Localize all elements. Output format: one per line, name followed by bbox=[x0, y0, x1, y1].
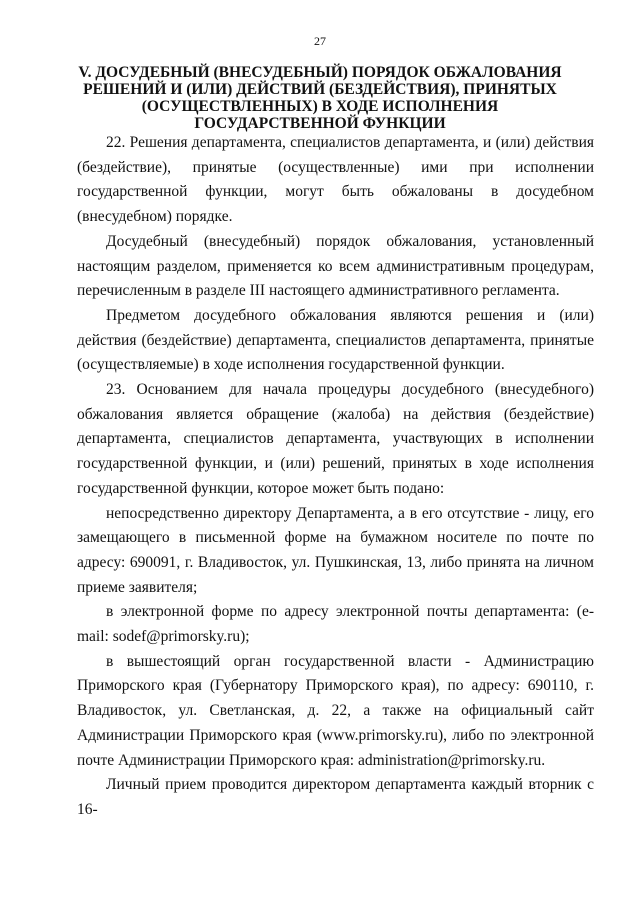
paragraph-22: 22. Решения департамента, специалистов департамента, и (или) действия (бездействие), принятые (осуществленные) ими при исполнении государственной функции, могут быть обжалованы в досудебном (внесудебном) порядке. bbox=[77, 134, 594, 226]
section-heading: V. ДОСУДЕБНЫЙ (ВНЕСУДЕБНЫЙ) ПОРЯДОК ОБЖАЛОВАНИЯ РЕШЕНИЙ И (ИЛИ) ДЕЙСТВИЙ (БЕЗДЕЙСТВИЯ), ПРИНЯТЫХ (ОСУЩЕСТВЛЕННЫХ) В ХОДЕ ИСПОЛНЕНИЯ ГОСУДАРСТВЕННОЙ ФУНКЦИИ bbox=[78, 64, 562, 132]
paragraph-23: 23. Основанием для начала процедуры досудебного (внесудебного) обжалования является обращение (жалоба) на действия (бездействие) департамента, специалистов департамента, участвующих в исполнении государственной функции, и (или) решений, принятых в ходе исполнения государственной функции, которое может быть подано: bbox=[77, 381, 594, 497]
section-body bbox=[77, 131, 594, 823]
paragraph-submit-to-director: непосредственно директору Департамента, а в его отсутствие - лицу, его замещающего в письменной форме на бумажном носителе по почте по адресу: 690091, г. Владивосток, ул. Пушкинская, 13, либо принята на личном приеме заявителя; bbox=[77, 504, 594, 596]
paragraph-submit-by-email: в электронной форме по адресу электронной почты департамента: (e-mail: sodef@primorsky.ru); bbox=[77, 603, 594, 646]
paragraph-appeal-subject: Предметом досудебного обжалования являются решения и (или) действия (бездействие) департамента, специалистов департамента, принятые (осуществляемые) в ходе исполнения государственной функции. bbox=[77, 306, 594, 374]
paragraph-personal-reception: Личный прием проводится директором департамента каждый вторник с 16- bbox=[77, 776, 594, 818]
page-number: 27 bbox=[314, 34, 326, 48]
paragraph-submit-to-higher-authority: в вышестоящий орган государственной власти - Администрацию Приморского края (Губернатору Приморского края), по адресу: 690110, г. Владивосток, ул. Светланская, д. 22, а также на официальный сайт Администрации Приморского края (www.primorsky.ru), либо по электронной почте Администрации Приморского края: administration@primorsky.ru. bbox=[77, 652, 594, 769]
paragraph-appeal-procedure-scope: Досудебный (внесудебный) порядок обжалования, установленный настоящим разделом, применяется ко всем административным процедурам, перечисленным в разделе III настоящего административного регламента. bbox=[77, 232, 594, 300]
